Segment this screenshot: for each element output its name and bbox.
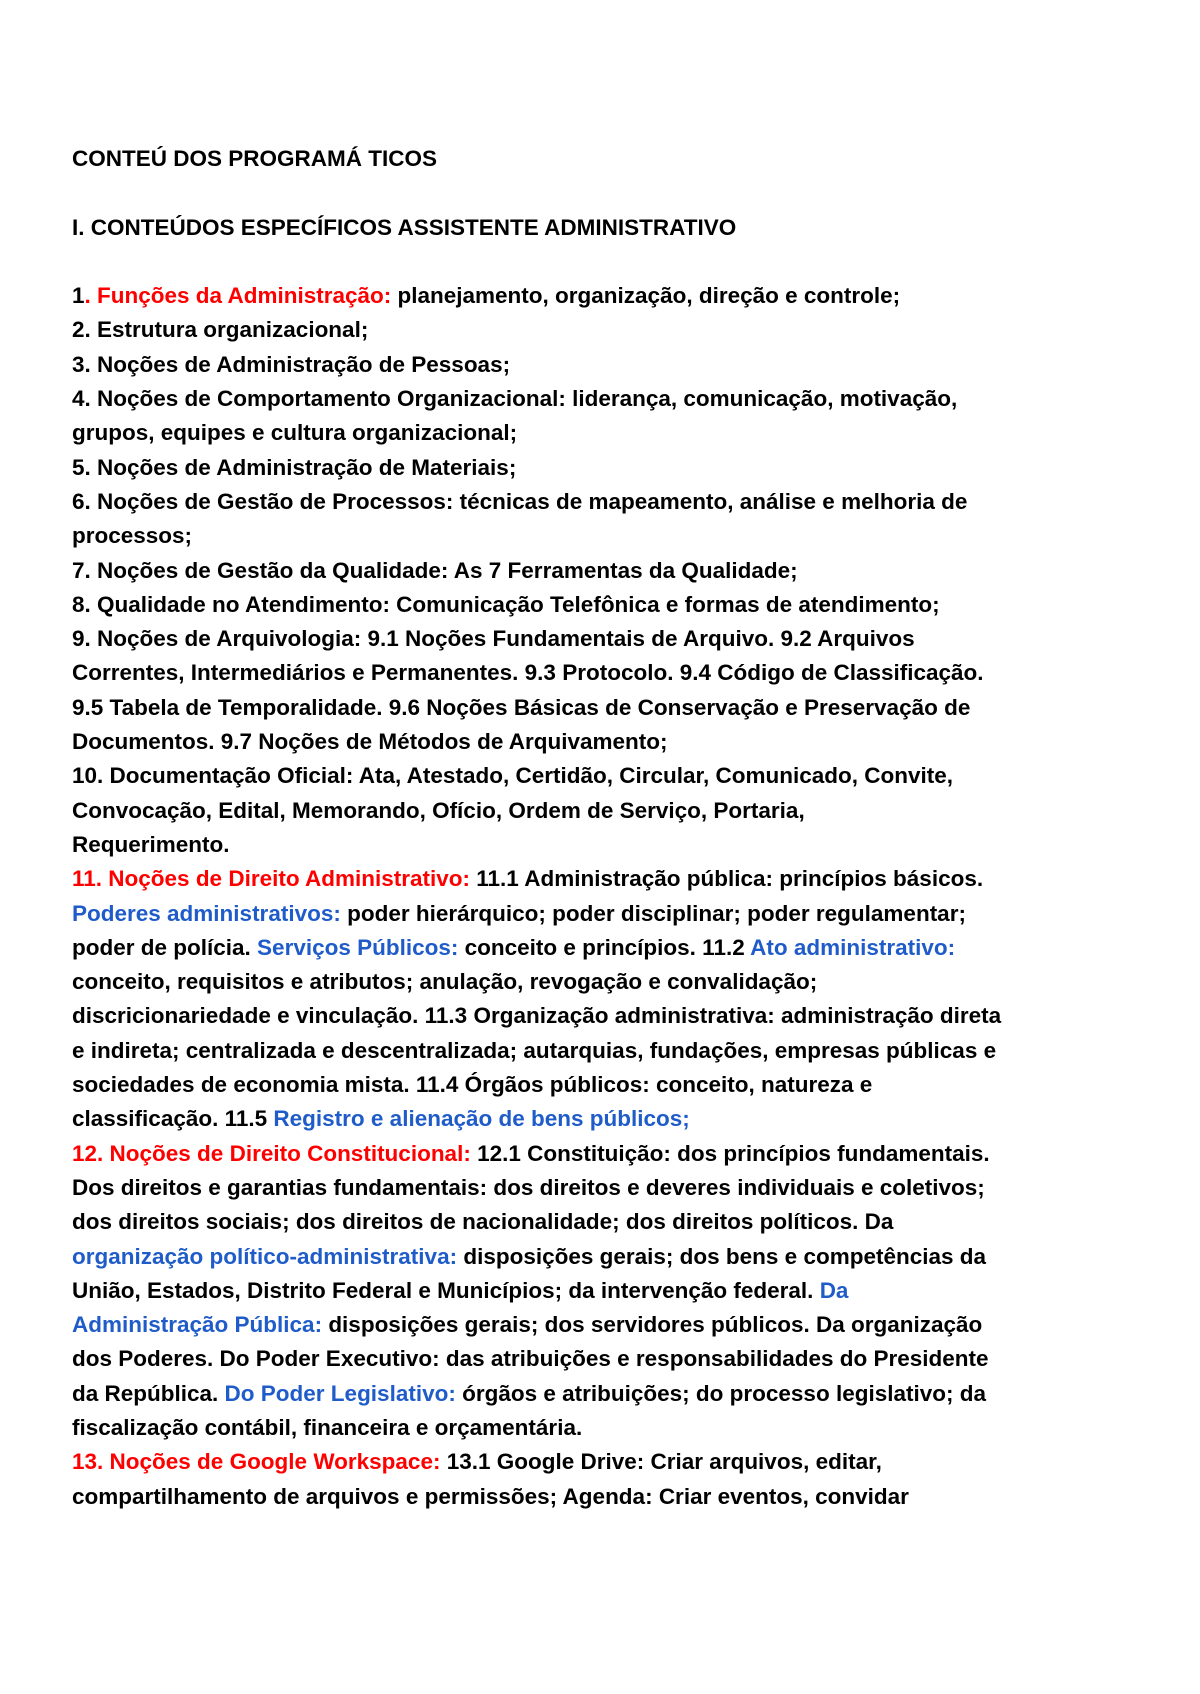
text-segment: Dos direitos e garantias fundamentais: dos direitos e deveres individuais e coletivos; — [72, 1174, 985, 1200]
text-line — [72, 897, 1162, 931]
document-page — [72, 142, 1162, 1514]
text-line — [72, 759, 1162, 793]
text-line — [72, 1068, 1162, 1102]
text-segment: 1 — [72, 283, 85, 309]
text-segment: 10. Documentação Oficial: Ata, Atestado, Certidão, Circular, Comunicado, Convite, — [72, 763, 954, 789]
text-line — [72, 999, 1162, 1033]
text-segment: compartilhamento de arquivos e permissões; Agenda: Criar eventos, convidar — [72, 1483, 909, 1509]
text-segment: 3. Noções de Administração de Pessoas; — [72, 351, 511, 377]
text-segment: da República. — [72, 1380, 225, 1406]
text-segment: Correntes, Intermediários e Permanentes. 9.3 Protocolo. 9.4 Código de Classificação. — [72, 660, 984, 686]
text-segment: 2. Estrutura organizacional; — [72, 317, 369, 343]
text-line — [72, 1480, 1162, 1514]
highlighted-term: Serviços Públicos: — [257, 934, 459, 960]
topic-heading: 13. Noções de Google Workspace: — [72, 1449, 441, 1475]
text-line — [72, 1411, 1162, 1445]
text-line — [72, 519, 1162, 553]
highlighted-term: Da — [819, 1277, 849, 1303]
text-line — [72, 416, 1162, 450]
text-segment: conceito, requisitos e atributos; anulação, revogação e convalidação; — [72, 969, 818, 995]
text-line — [72, 931, 1162, 965]
text-segment: planejamento, organização, direção e controle; — [391, 283, 901, 309]
text-segment: fiscalização contábil, financeira e orçamentária. — [72, 1414, 583, 1440]
text-line — [72, 862, 1162, 896]
highlighted-term: organização político-administrativa: — [72, 1243, 458, 1269]
text-line — [72, 1445, 1162, 1479]
highlighted-term: Poderes administrativos: — [72, 900, 341, 926]
text-segment: 9.5 Tabela de Temporalidade. 9.6 Noções Básicas de Conservação e Preservação de — [72, 694, 971, 720]
highlighted-term: Registro e alienação de bens públicos; — [273, 1106, 690, 1132]
text-segment: processos; — [72, 523, 193, 549]
text-line — [72, 828, 1162, 862]
text-segment: discricionariedade e vinculação. 11.3 Organização administrativa: administração direta — [72, 1003, 1002, 1029]
text-segment: Convocação, Edital, Memorando, Ofício, Ordem de Serviço, Portaria, — [72, 797, 805, 823]
text-segment: 6. Noções de Gestão de Processos: técnicas de mapeamento, análise e melhoria de — [72, 488, 968, 514]
text-segment: 11.1 Administração pública: princípios básicos. — [470, 866, 984, 892]
text-segment: grupos, equipes e cultura organizacional; — [72, 420, 518, 446]
text-line — [72, 656, 1162, 690]
highlighted-term: Ato administrativo: — [750, 934, 956, 960]
document-title: CONTEÚ DOS PROGRAMÁ TICOS — [72, 146, 438, 171]
text-line — [72, 1137, 1162, 1171]
content-body — [72, 279, 1162, 1514]
text-segment: 9. Noções de Arquivologia: 9.1 Noções Fundamentais de Arquivo. 9.2 Arquivos — [72, 626, 915, 652]
highlighted-term: Administração Pública: — [72, 1312, 323, 1338]
text-segment: 7. Noções de Gestão da Qualidade: As 7 Ferramentas da Qualidade; — [72, 557, 798, 583]
text-segment: disposições gerais; dos servidores públicos. Da organização — [322, 1312, 983, 1338]
topic-heading: 12. Noções de Direito Constitucional: — [72, 1140, 471, 1166]
text-line — [72, 965, 1162, 999]
text-segment: sociedades de economia mista. 11.4 Órgãos públicos: conceito, natureza e — [72, 1072, 873, 1098]
text-line — [72, 485, 1162, 519]
text-segment: conceito e princípios. 11.2 — [458, 934, 751, 960]
text-segment: órgãos e atribuições; do processo legislativo; da — [455, 1380, 986, 1406]
text-line — [72, 794, 1162, 828]
text-line — [72, 1171, 1162, 1205]
text-segment: disposições gerais; dos bens e competências da — [457, 1243, 987, 1269]
text-line — [72, 622, 1162, 656]
text-segment: dos direitos sociais; dos direitos de nacionalidade; dos direitos políticos. Da — [72, 1209, 894, 1235]
text-segment: Requerimento. — [72, 831, 230, 857]
text-segment: classificação. 11.5 — [72, 1106, 274, 1132]
text-line — [72, 313, 1162, 347]
text-line — [72, 382, 1162, 416]
text-line — [72, 588, 1162, 622]
text-segment: dos Poderes. Do Poder Executivo: das atribuições e responsabilidades do Presidente — [72, 1346, 989, 1372]
text-segment: poder hierárquico; poder disciplinar; poder regulamentar; — [340, 900, 966, 926]
text-line — [72, 1205, 1162, 1239]
text-segment: 4. Noções de Comportamento Organizacional: liderança, comunicação, motivação, — [72, 386, 958, 412]
text-segment: 8. Qualidade no Atendimento: Comunicação Telefônica e formas de atendimento; — [72, 591, 940, 617]
text-line — [72, 1102, 1162, 1136]
text-line — [72, 1240, 1162, 1274]
text-line — [72, 1274, 1162, 1308]
text-line — [72, 1342, 1162, 1376]
text-segment: e indireta; centralizada e descentralizada; autarquias, fundações, empresas públicas e — [72, 1037, 997, 1063]
text-line — [72, 554, 1162, 588]
section-heading: I. CONTEÚDOS ESPECÍFICOS ASSISTENTE ADMINISTRATIVO — [72, 214, 737, 240]
text-line — [72, 691, 1162, 725]
text-line — [72, 1308, 1162, 1342]
topic-heading: . Funções da Administração: — [84, 283, 392, 309]
text-line — [72, 1377, 1162, 1411]
text-segment: 5. Noções de Administração de Materiais; — [72, 454, 517, 480]
text-segment: União, Estados, Distrito Federal e Municípios; da intervenção federal. — [72, 1277, 820, 1303]
text-segment: poder de polícia. — [72, 934, 258, 960]
text-segment: 12.1 Constituição: dos princípios fundamentais. — [470, 1140, 990, 1166]
text-segment: Documentos. 9.7 Noções de Métodos de Arquivamento; — [72, 729, 668, 755]
highlighted-term: Do Poder Legislativo: — [224, 1380, 456, 1406]
text-segment: 13.1 Google Drive: Criar arquivos, editar, — [440, 1449, 882, 1475]
text-line — [72, 1034, 1162, 1068]
topic-heading: 11. Noções de Direito Administrativo: — [72, 866, 471, 892]
text-line — [72, 348, 1162, 382]
text-line — [72, 279, 1162, 313]
text-line — [72, 725, 1162, 759]
text-line — [72, 451, 1162, 485]
